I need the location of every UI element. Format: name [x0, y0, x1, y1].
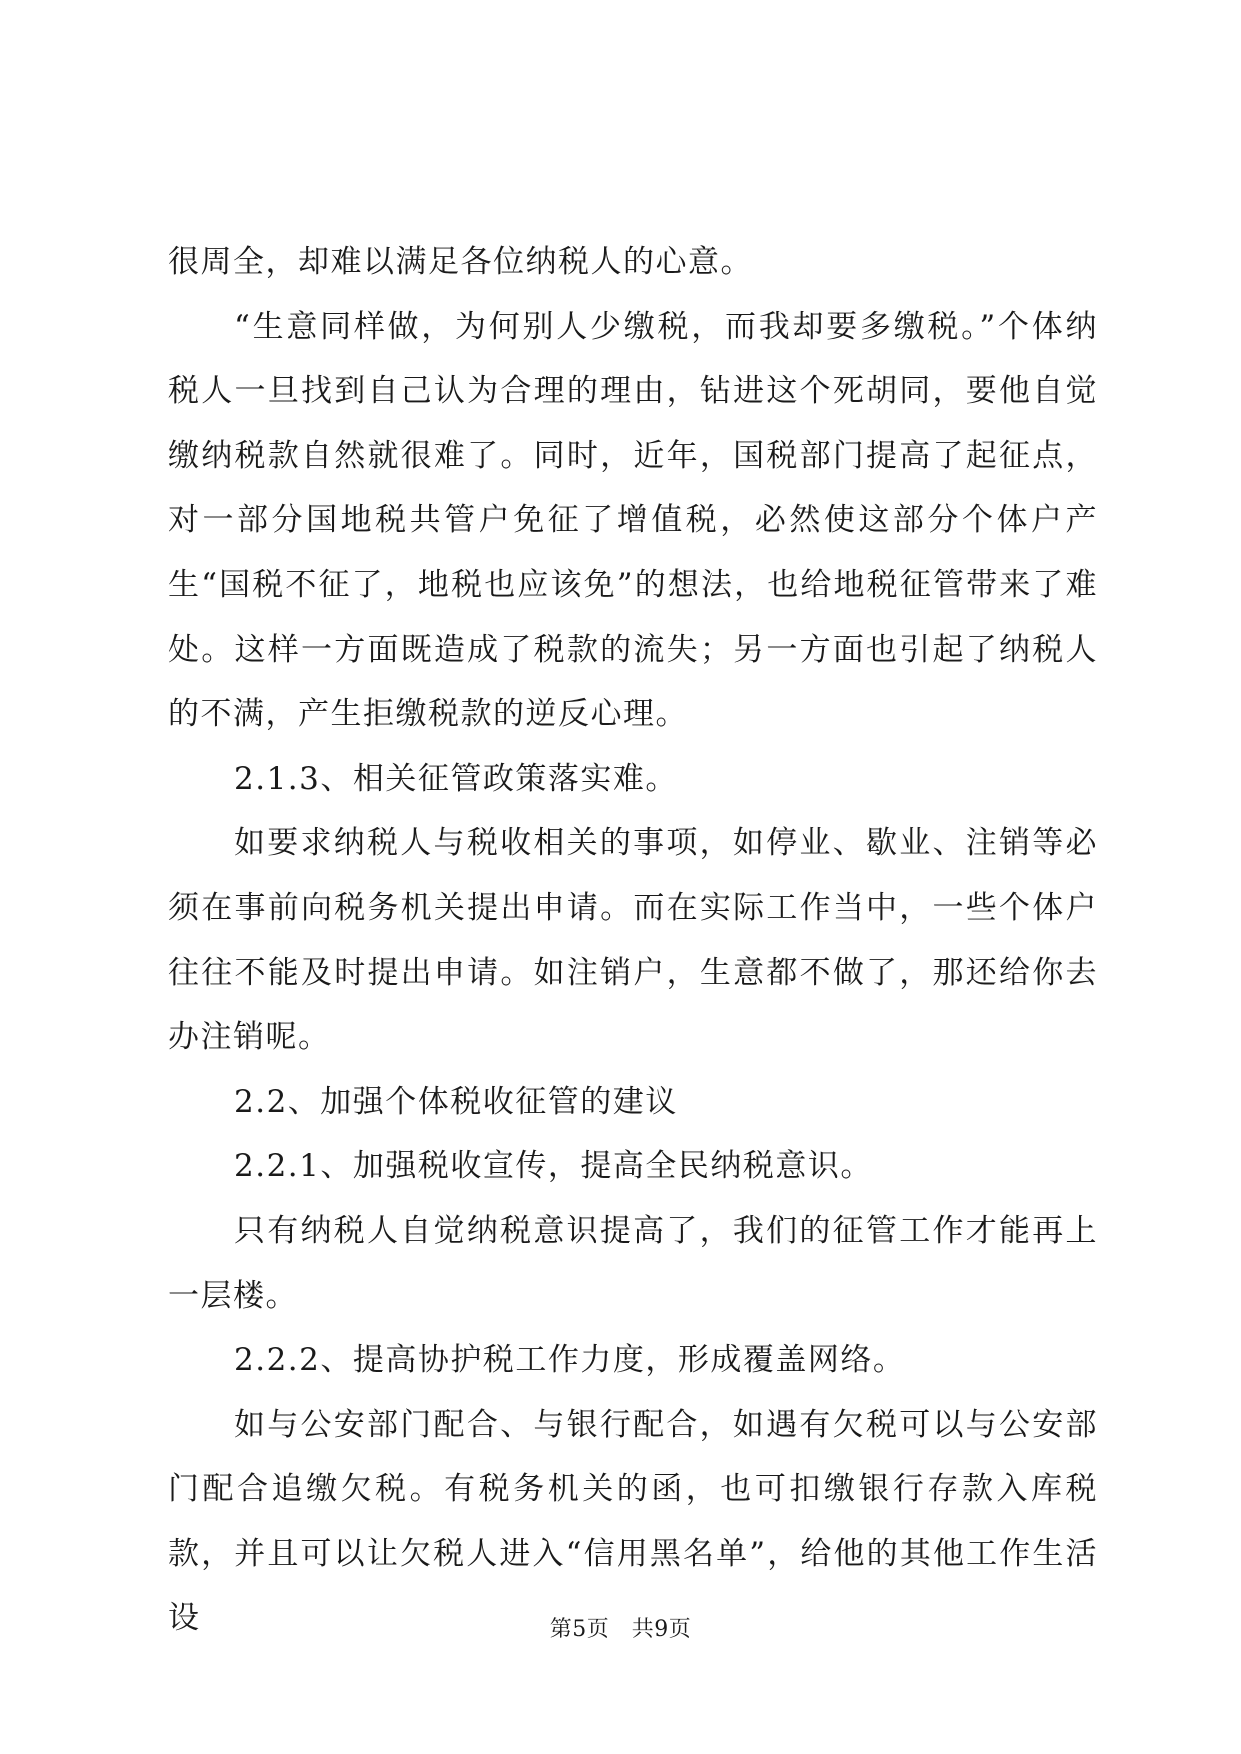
page-number: 第5页 [549, 1617, 610, 1642]
paragraph-policy-implementation: 如要求纳税人与税收相关的事项，如停业、歇业、注销等必须在事前向税务机关提出申请。而在实际工作当中，一些个体户往往不能及时提出申请。如注销户，生意都不做了，那还给你去办注销呢。 [168, 825, 1098, 1056]
section-heading-2-2-2: 2.2.2、提高协护税工作力度，形成覆盖网络。 [234, 1342, 906, 1379]
paragraph-tax-awareness: 只有纳税人自觉纳税意识提高了，我们的征管工作才能再上一层楼。 [168, 1212, 1098, 1314]
paragraph-tax-complaint: “生意同样做，为何别人少缴税，而我却要多缴税。”个体纳税人一旦找到自己认为合理的理由，钻进这个死胡同，要他自觉缴纳税款自然就很难了。同时，近年，国税部门提高了起征点，对一部分国地税共管户免征了增值税，必然使这部分个体户产生“国税不征了，地税也应该免”的想法，也给地税征管带来了难处。这样一方面既造成了税款的流失；另一方面也引起了纳税人的不满，产生拒缴税款的逆反心理。 [168, 308, 1098, 733]
section-heading-2-2-1: 2.2.1、加强税收宣传，提高全民纳税意识。 [234, 1148, 873, 1185]
section-heading-2-2: 2.2、加强个体税收征管的建议 [234, 1083, 678, 1120]
page-footer [0, 1612, 1241, 1643]
paragraph-continuation: 很周全，却难以满足各位纳税人的心意。 [168, 244, 753, 280]
section-heading-2-1-3: 2.1.3、相关征管政策落实难。 [234, 760, 678, 797]
page-separator [617, 1617, 625, 1642]
document-body [168, 230, 1098, 1651]
paragraph-cooperation: 如与公安部门配合、与银行配合，如遇有欠税可以与公安部门配合追缴欠税。有税务机关的函，也可扣缴银行存款入库税款，并且可以让欠税人进入“信用黑名单”，给他的其他工作生活设 [168, 1406, 1098, 1637]
page-total: 共9页 [631, 1617, 692, 1642]
